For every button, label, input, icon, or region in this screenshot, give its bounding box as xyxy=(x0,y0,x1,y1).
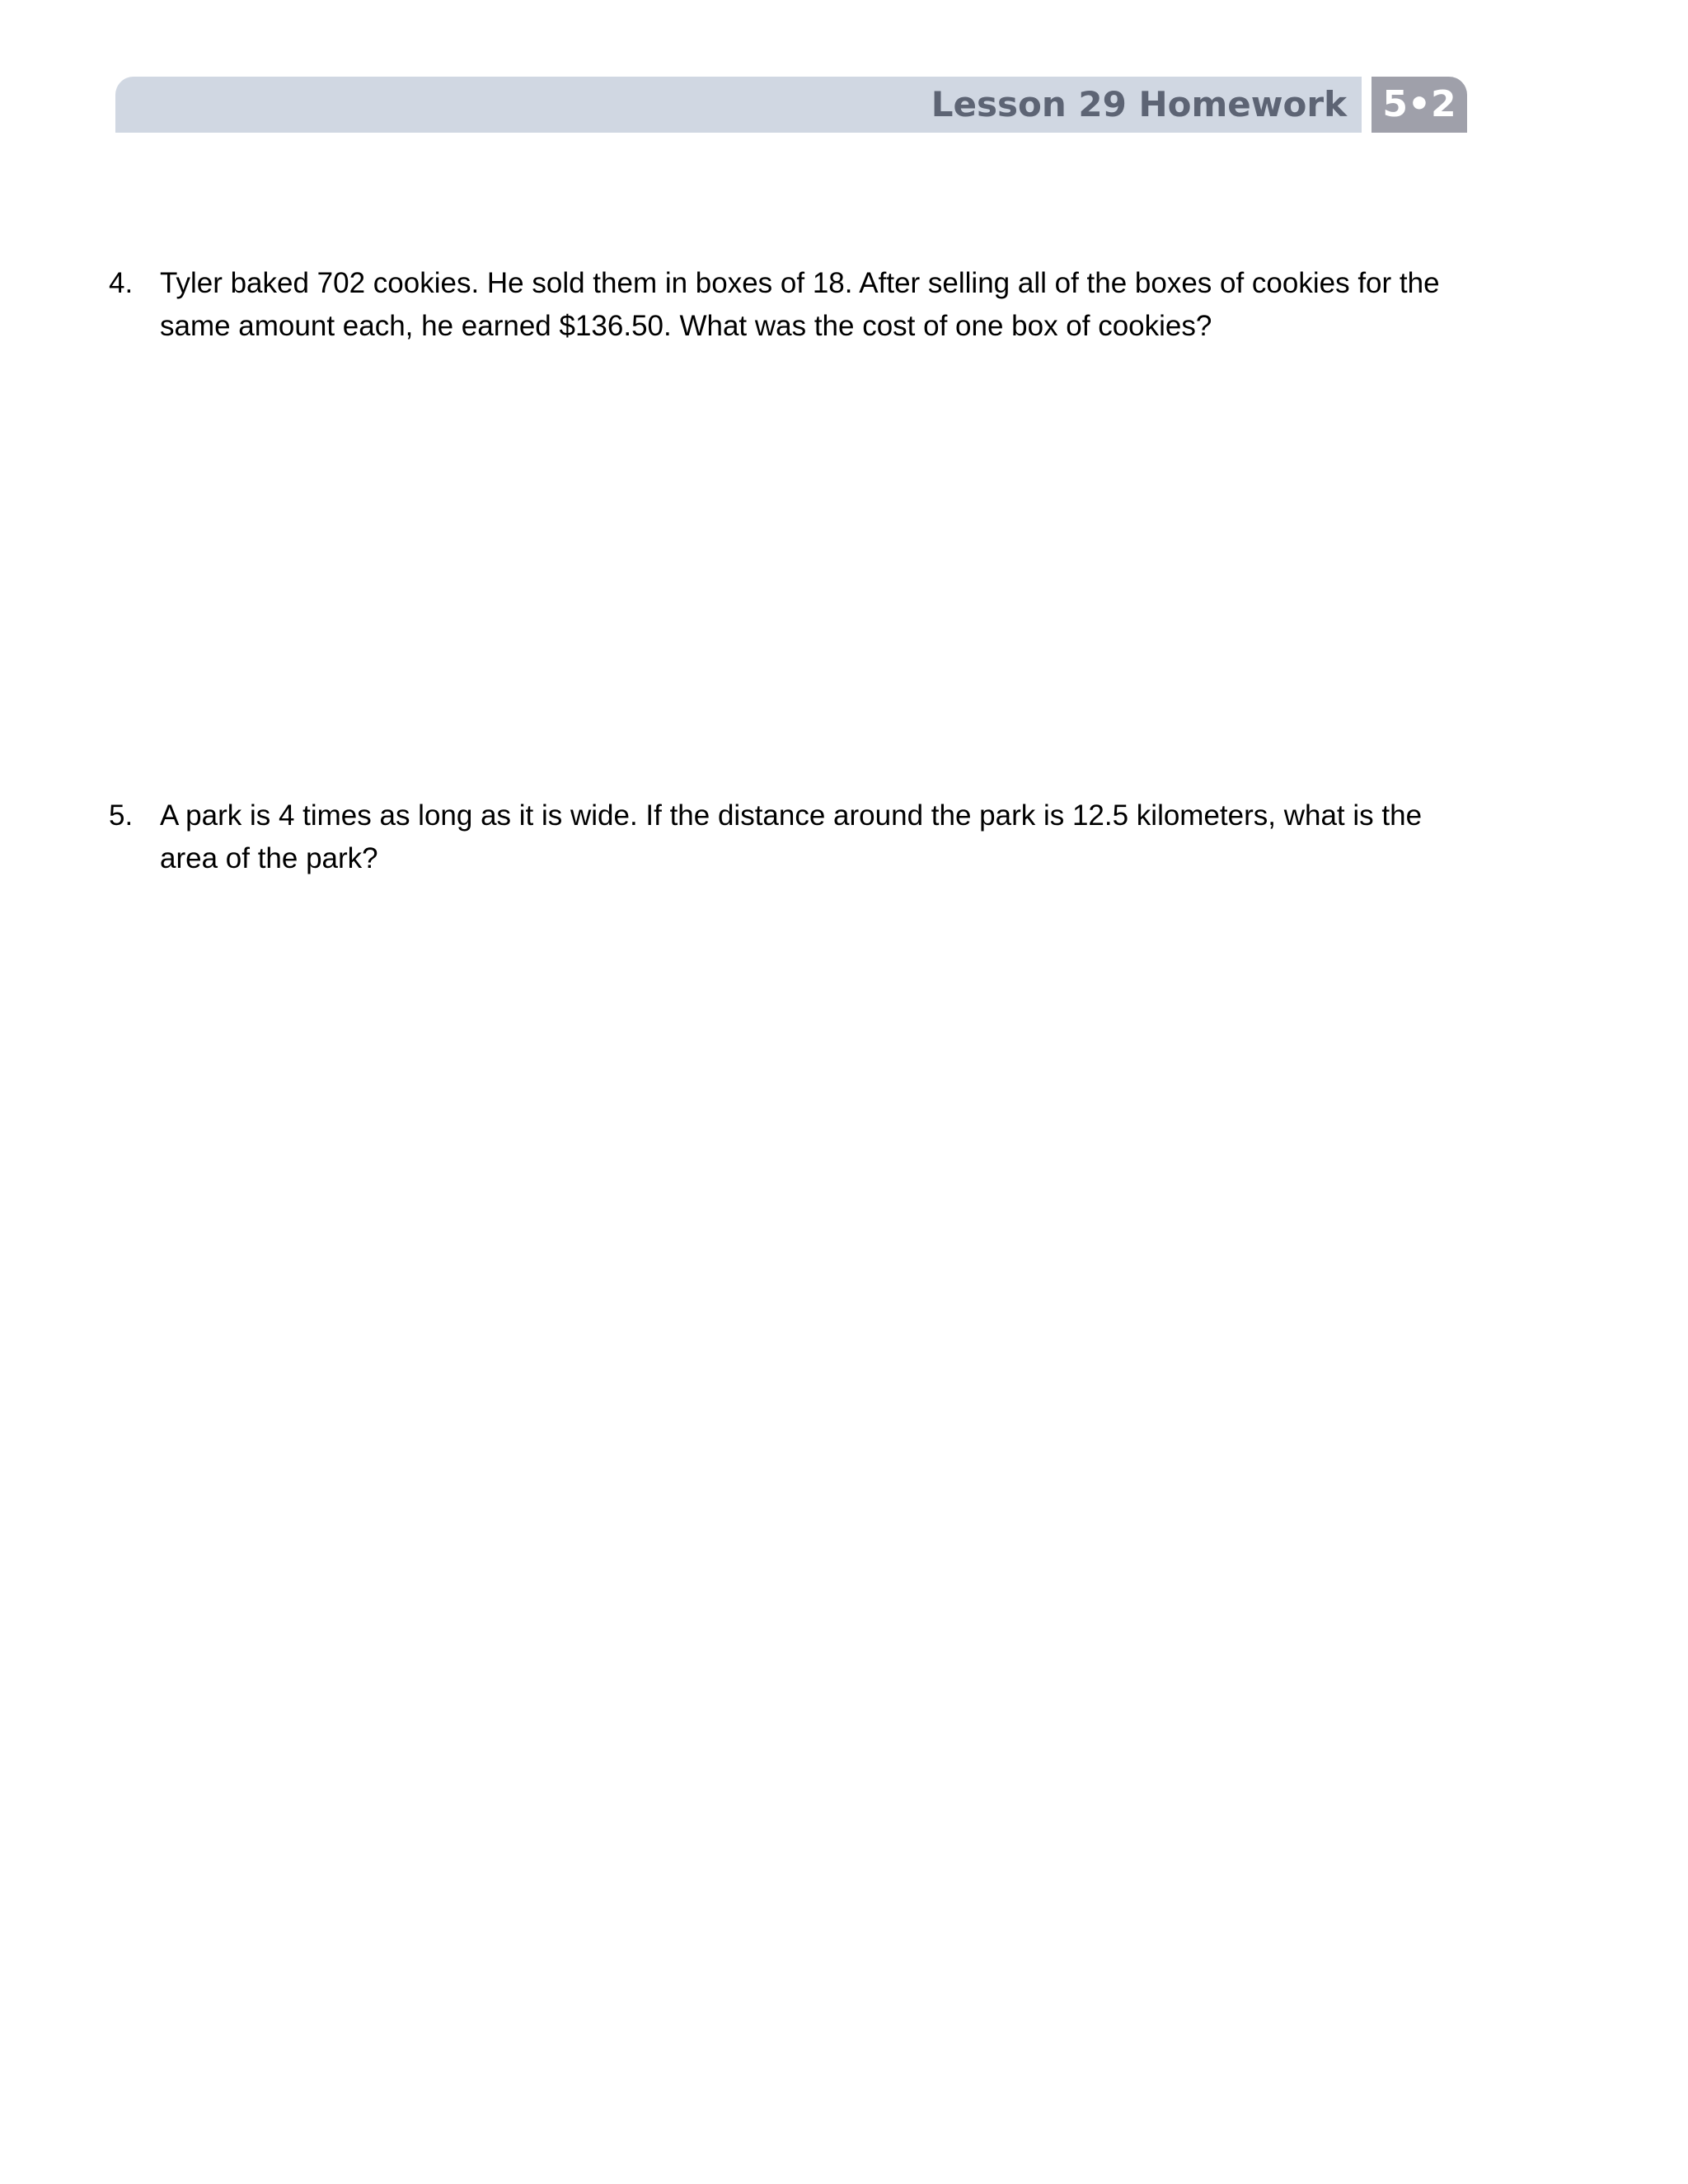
problem-text: Tyler baked 702 cookies. He sold them in boxes of 18. After selling all of the boxes of cookies for the same amount each, he earned $136.50. What was the cost of one box of cookies? xyxy=(160,267,1440,342)
problem-5 xyxy=(109,794,1461,880)
problem-number: 4. xyxy=(109,267,134,299)
problem-number: 5. xyxy=(109,799,134,832)
module-badge: 5•2 xyxy=(1372,77,1467,133)
header-bar xyxy=(115,77,1362,133)
problem-4 xyxy=(109,262,1461,348)
problem-text: A park is 4 times as long as it is wide. If the distance around the park is 12.5 kilometers, what is the area of the park? xyxy=(160,799,1423,874)
page-title: Lesson 29 Homework xyxy=(931,84,1347,124)
